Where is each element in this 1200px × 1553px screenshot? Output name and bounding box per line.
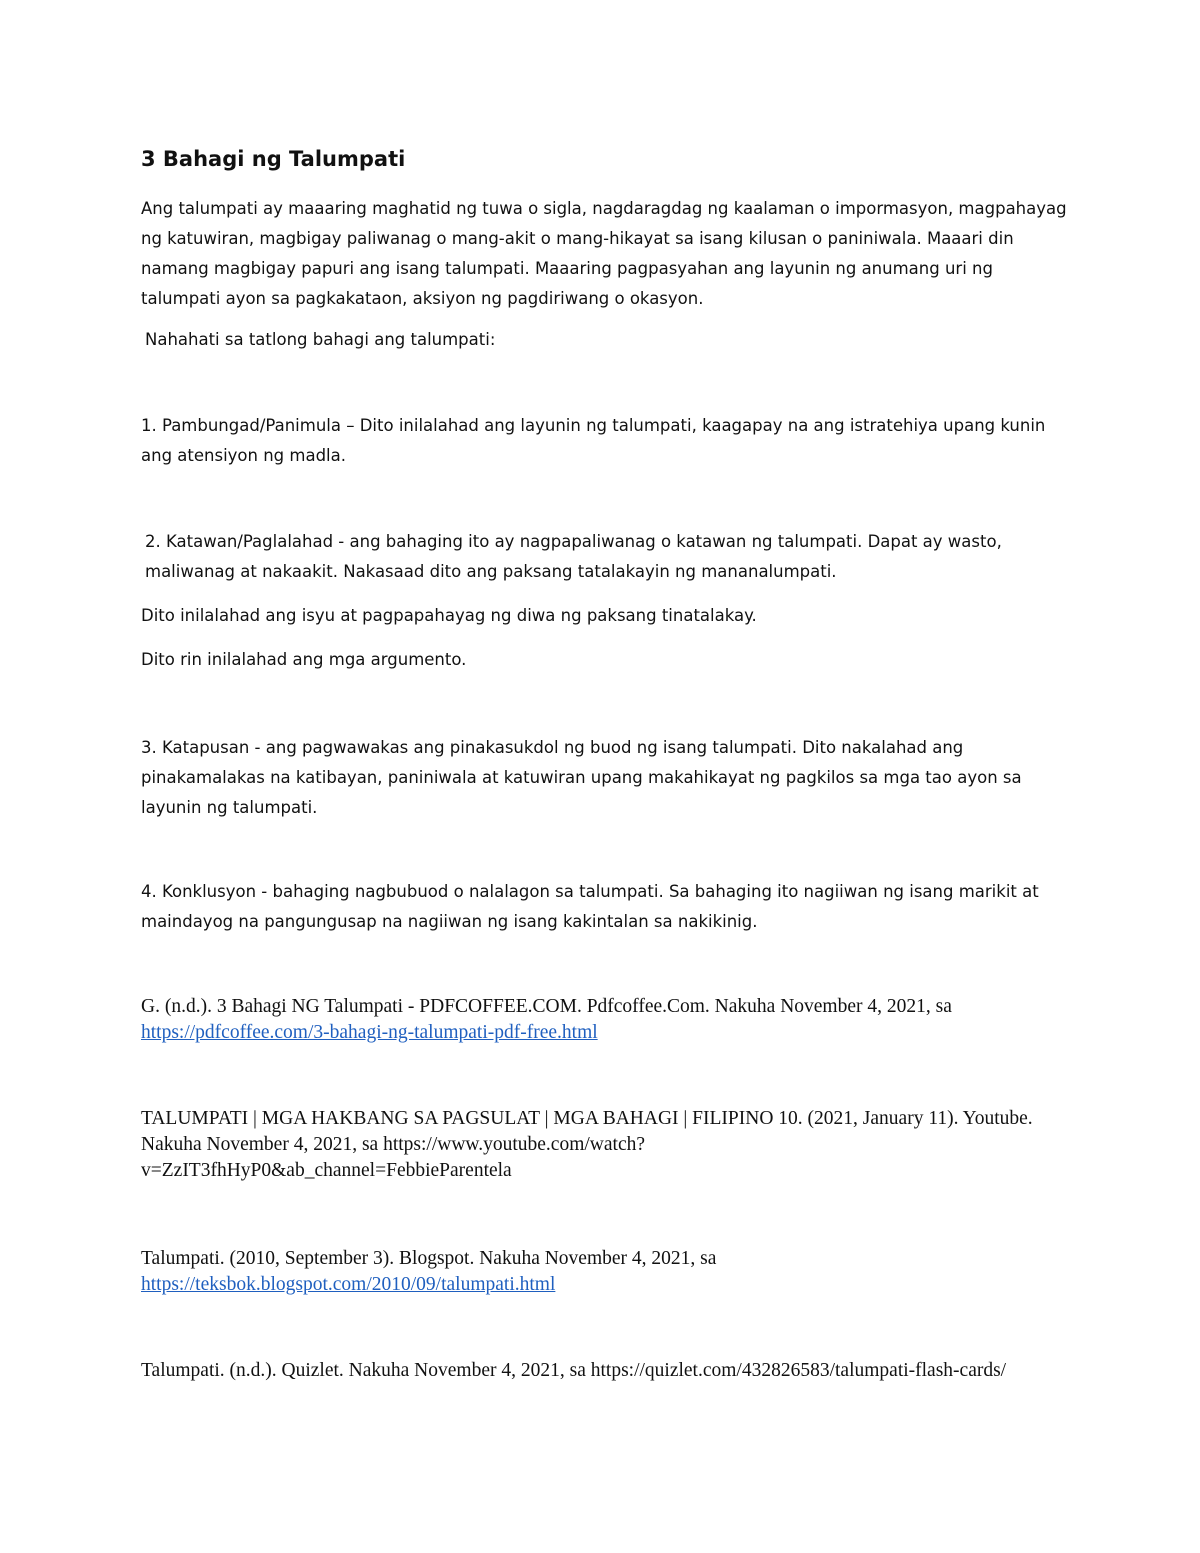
reference-1 xyxy=(141,994,1071,1046)
reference-3 xyxy=(141,1246,1071,1298)
lead-paragraph: Nahahati sa tatlong bahagi ang talumpati: xyxy=(145,330,496,349)
reference-1-text: G. (n.d.). 3 Bahagi NG Talumpati - PDFCOFFEE.COM. Pdfcoffee.Com. Nakuha November 4, 2021, sa xyxy=(141,996,952,1017)
part-2-paragraph: 2. Katawan/Paglalahad - ang bahaging ito ay nagpapaliwanag o katawan ng talumpati. Dapat ay wasto, maliwanag at nakaakit. Nakasaad dito ang paksang tatalakayin ng mananalumpati. xyxy=(145,532,1002,581)
part-1-paragraph: 1. Pambungad/Panimula – Dito inilalahad ang layunin ng talumpati, kaagapay na ang istratehiya upang kunin ang atensiyon ng madla. xyxy=(141,416,1046,465)
part-2-line-2: Dito inilalahad ang isyu at pagpapahayag ng diwa ng paksang tinatalakay. xyxy=(141,606,757,625)
reference-1-link[interactable]: https://pdfcoffee.com/3-bahagi-ng-talumpati-pdf-free.html xyxy=(141,1022,598,1043)
reference-3-text: Talumpati. (2010, September 3). Blogspot. Nakuha November 4, 2021, sa xyxy=(141,1248,717,1269)
reference-2-text-continued: v=ZzIT3fhHyP0&ab_channel=FebbieParentela xyxy=(141,1160,512,1181)
part-2-line-3: Dito rin inilalahad ang mga argumento. xyxy=(141,650,467,669)
part-3-paragraph: 3. Katapusan - ang pagwawakas ang pinakasukdol ng buod ng isang talumpati. Dito nakalahad ang pinakamalakas na katibayan, paniniwala at katuwiran upang makahikayat ng pagkilos sa mga tao ayon sa layunin ng talumpati. xyxy=(141,738,1022,817)
reference-4: Talumpati. (n.d.). Quizlet. Nakuha November 4, 2021, sa https://quizlet.com/432826583/talumpati-flash-cards/ xyxy=(141,1360,1007,1381)
document-title: 3 Bahagi ng Talumpati xyxy=(141,147,406,171)
intro-paragraph: Ang talumpati ay maaaring maghatid ng tuwa o sigla, nagdaragdag ng kaalaman o impormasyon, magpahayag ng katuwiran, magbigay paliwanag o mang-akit o mang-hikayat sa isang kilusan o paniniwala. Maaari din namang magbigay papuri ang isang talumpati. Maaaring pagpasyahan ang layunin ng anumang uri ng talumpati ayon sa pagkakataon, aksiyon ng pagdiriwang o okasyon. xyxy=(141,199,1067,308)
reference-2 xyxy=(141,1106,1071,1184)
part-4-paragraph: 4. Konklusyon - bahaging nagbubuod o nalalagon sa talumpati. Sa bahaging ito nagiiwan ng isang marikit at maindayog na pangungusap na nagiiwan ng isang kakintalan sa nakikinig. xyxy=(141,882,1039,931)
reference-2-text: TALUMPATI | MGA HAKBANG SA PAGSULAT | MGA BAHAGI | FILIPINO 10. (2021, January 11). Youtube. Nakuha November 4, 2021, sa https://www.youtube.com/watch? xyxy=(141,1108,1033,1155)
reference-3-link[interactable]: https://teksbok.blogspot.com/2010/09/talumpati.html xyxy=(141,1274,556,1295)
